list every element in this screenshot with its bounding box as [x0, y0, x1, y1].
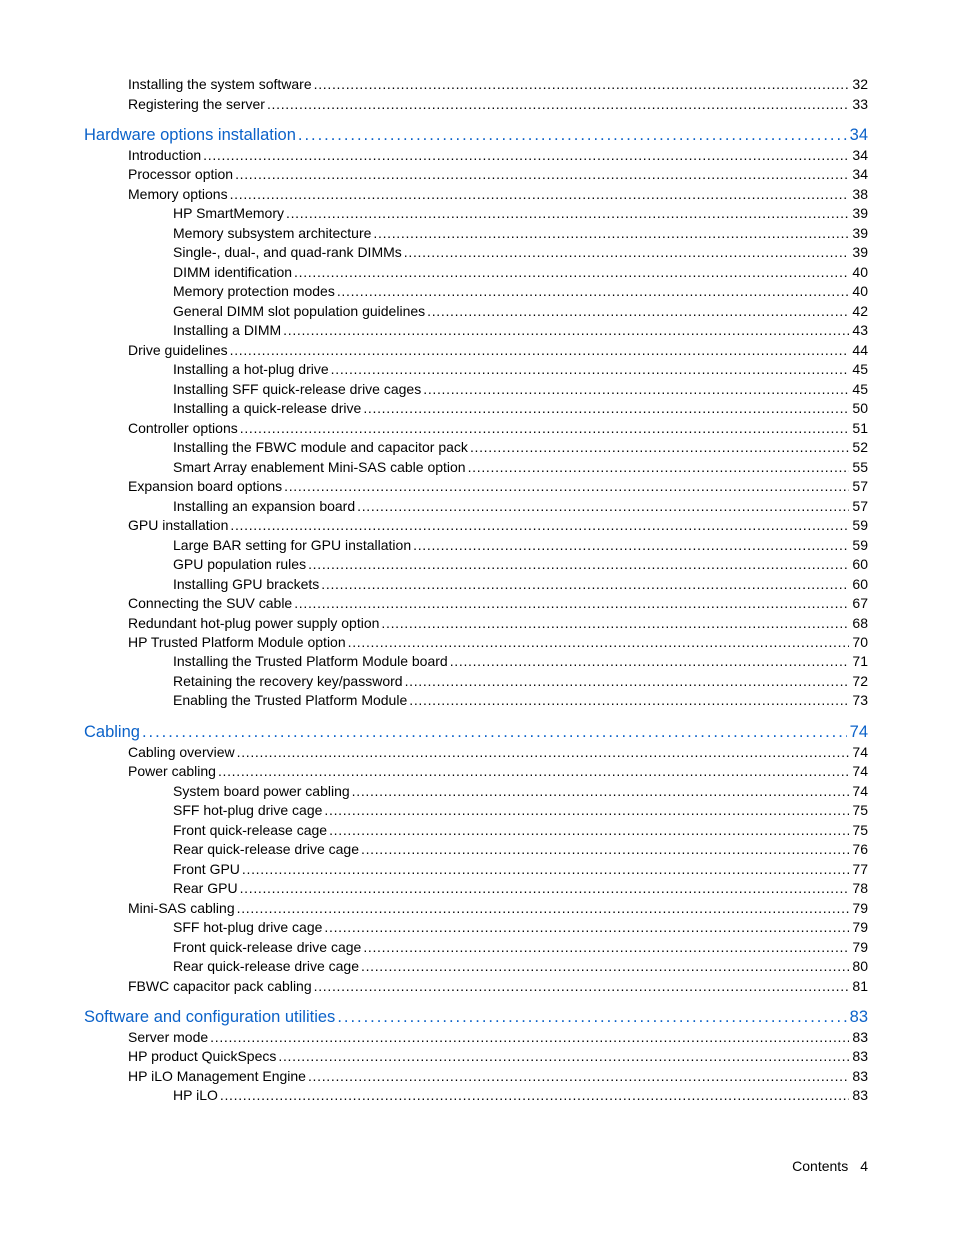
toc-entry-link[interactable] [173, 782, 868, 801]
toc-entry-title: Memory protection modes [173, 283, 335, 299]
dot-leader [210, 1028, 849, 1047]
toc-entry-title: Power cabling [128, 763, 216, 779]
toc-entry-title: Installing GPU brackets [173, 576, 320, 592]
toc-entry-link[interactable] [128, 594, 868, 613]
dot-leader [278, 1047, 849, 1066]
toc-entry-title: HP Trusted Platform Module option [128, 634, 346, 650]
dot-leader [308, 1067, 849, 1086]
dot-leader [423, 380, 849, 399]
toc-entry-link[interactable] [173, 652, 868, 671]
dot-leader [352, 782, 850, 801]
dot-leader [348, 633, 850, 652]
toc-entry-title: HP product QuickSpecs [128, 1048, 277, 1064]
toc-entry-link[interactable] [128, 633, 868, 652]
toc-page-number: 59 [852, 537, 868, 553]
toc-entry-link[interactable] [128, 146, 868, 165]
toc-entry-title: Controller options [128, 420, 238, 436]
dot-leader [237, 743, 850, 762]
toc-entry-title: Retaining the recovery key/password [173, 673, 403, 689]
toc-entry-link[interactable] [128, 419, 868, 438]
toc-entry-link[interactable] [173, 821, 868, 840]
dot-leader [468, 458, 850, 477]
dot-leader [361, 840, 849, 859]
toc-entry-link[interactable] [173, 282, 868, 301]
toc-page-number: 44 [852, 342, 868, 358]
toc-entry-title: System board power cabling [173, 783, 350, 799]
dot-leader [308, 555, 849, 574]
dot-leader [284, 477, 849, 496]
toc-entry-title: GPU installation [128, 517, 229, 533]
dot-leader [314, 75, 850, 94]
toc-entry-link[interactable] [173, 399, 868, 418]
toc-page-number: 39 [852, 225, 868, 241]
toc-page-number: 83 [852, 1048, 868, 1064]
dot-leader [324, 801, 849, 820]
dot-leader [230, 516, 849, 535]
dot-leader [286, 204, 849, 223]
toc-entry-title: GPU population rules [173, 556, 307, 572]
dot-leader [321, 575, 849, 594]
toc-entry-link[interactable] [173, 879, 868, 898]
dot-leader [331, 360, 850, 379]
toc-page-number: 83 [849, 1008, 868, 1026]
dot-leader [203, 146, 849, 165]
toc-entry-title: Installing the system software [128, 76, 312, 92]
toc-entry-link[interactable] [128, 762, 868, 781]
toc-entry-link[interactable] [128, 899, 868, 918]
toc-page-number: 79 [852, 919, 868, 935]
toc-entry-link[interactable] [173, 204, 868, 223]
toc-entry-link[interactable] [173, 555, 868, 574]
dot-leader [363, 399, 849, 418]
toc-entry-title: Drive guidelines [128, 342, 228, 358]
toc-entry-link[interactable] [173, 672, 868, 691]
toc-page-number: 68 [852, 615, 868, 631]
toc-page-number: 74 [852, 783, 868, 799]
toc-entry-title: Installing an expansion board [173, 498, 356, 514]
toc-entry-title: SFF hot-plug drive cage [173, 802, 323, 818]
toc-entry-link[interactable] [128, 1067, 868, 1086]
toc-entry-link[interactable] [128, 165, 868, 184]
toc-page-number: 45 [852, 361, 868, 377]
toc-entry-title: Installing a DIMM [173, 322, 282, 338]
toc-page-number: 83 [852, 1068, 868, 1084]
dot-leader [235, 165, 849, 184]
toc-page-number: 55 [852, 459, 868, 475]
dot-leader [237, 899, 850, 918]
toc-page-number: 59 [852, 517, 868, 533]
toc-entry-title: Mini-SAS cabling [128, 900, 235, 916]
toc-entry-title: HP iLO [173, 1087, 218, 1103]
toc-entry-link[interactable] [128, 1028, 868, 1047]
toc-entry-title: Rear GPU [173, 880, 238, 896]
dot-leader [413, 536, 849, 555]
toc-entry-title: Cabling overview [128, 744, 235, 760]
toc-page-number: 70 [852, 634, 868, 650]
toc-entry-link[interactable] [173, 575, 868, 594]
toc-page-number: 67 [852, 595, 868, 611]
toc-entry-title: Memory subsystem architecture [173, 225, 372, 241]
toc-entry-title: Installing SFF quick-release drive cages [173, 381, 422, 397]
dot-leader [405, 672, 850, 691]
dot-leader [283, 321, 849, 340]
dot-leader [361, 957, 849, 976]
toc-entry-link[interactable] [173, 957, 868, 976]
toc-page-number: 32 [852, 76, 868, 92]
toc-entry-title: Smart Array enablement Mini-SAS cable option [173, 459, 466, 475]
toc-entry-link[interactable] [128, 743, 868, 762]
dot-leader [363, 938, 849, 957]
toc-page-number: 52 [852, 439, 868, 455]
toc-entry-link[interactable] [128, 516, 868, 535]
footer-label: Contents [792, 1158, 849, 1174]
toc-entry-title: Software and configuration utilities [84, 1008, 336, 1026]
toc-entry-title: Registering the server [128, 96, 265, 112]
dot-leader [220, 1086, 850, 1105]
toc-entry-link[interactable] [128, 614, 868, 633]
toc-page-number: 51 [852, 420, 868, 436]
toc-page-number: 75 [852, 822, 868, 838]
toc-entry-link[interactable] [173, 691, 868, 710]
footer-page-number: 4 [860, 1158, 868, 1174]
dot-leader [337, 282, 850, 301]
dot-leader [324, 918, 849, 937]
toc-page-number: 60 [852, 576, 868, 592]
toc-page-number: 78 [852, 880, 868, 896]
toc-page-number: 34 [852, 147, 868, 163]
dot-leader [294, 594, 849, 613]
toc-entry-title: Front quick-release cage [173, 822, 328, 838]
toc-entry-link[interactable] [173, 263, 868, 282]
toc-page-number: 42 [852, 303, 868, 319]
toc-entry-title: Expansion board options [128, 478, 283, 494]
toc-page-number: 33 [852, 96, 868, 112]
dot-leader [240, 879, 850, 898]
toc-entry-link[interactable] [128, 1047, 868, 1066]
toc-entry-title: Front quick-release drive cage [173, 939, 362, 955]
toc-page-number: 81 [852, 978, 868, 994]
dot-leader [294, 263, 849, 282]
dot-leader [298, 124, 847, 146]
toc-page-number: 73 [852, 692, 868, 708]
toc-entry-title: Hardware options installation [84, 126, 296, 144]
toc-entry-link[interactable] [128, 341, 868, 360]
toc-page-number: 77 [852, 861, 868, 877]
toc-entry-title: Large BAR setting for GPU installation [173, 537, 412, 553]
toc-entry-title: General DIMM slot population guidelines [173, 303, 426, 319]
toc-page-number: 39 [852, 244, 868, 260]
dot-leader [218, 762, 849, 781]
toc-entry-link[interactable] [173, 1086, 868, 1105]
toc-entry-title: Front GPU [173, 861, 240, 877]
dot-leader [240, 419, 850, 438]
dot-leader [142, 721, 847, 743]
toc-entry-link[interactable] [173, 536, 868, 555]
toc-page-number: 79 [852, 900, 868, 916]
toc-entry-link[interactable] [173, 918, 868, 937]
toc-entry-link[interactable] [173, 380, 868, 399]
toc-entry-title: Introduction [128, 147, 202, 163]
toc-page-number: 60 [852, 556, 868, 572]
toc-page-number: 76 [852, 841, 868, 857]
toc-entry-title: HP SmartMemory [173, 205, 284, 221]
dot-leader [381, 614, 849, 633]
toc-page-number: 34 [849, 126, 868, 144]
toc-entry-link[interactable] [173, 360, 868, 379]
toc-entry-title: Server mode [128, 1029, 209, 1045]
dot-leader [427, 302, 849, 321]
toc-page-number: 83 [852, 1087, 868, 1103]
toc-entry-title: HP iLO Management Engine [128, 1068, 306, 1084]
toc-page-number: 74 [852, 744, 868, 760]
toc-page-number: 79 [852, 939, 868, 955]
toc-entry-title: DIMM identification [173, 264, 293, 280]
toc-entry-title: Cabling [84, 723, 140, 741]
toc-entry-title: Processor option [128, 166, 234, 182]
toc-entry-link[interactable] [128, 185, 868, 204]
toc-page-number: 34 [852, 166, 868, 182]
toc-entry-title: Memory options [128, 186, 228, 202]
toc-section-link[interactable] [84, 1006, 868, 1028]
toc-entry-link[interactable] [128, 477, 868, 496]
dot-leader [337, 1006, 846, 1028]
toc-entry-title: FBWC capacitor pack cabling [128, 978, 312, 994]
toc-entry-link[interactable] [173, 938, 868, 957]
toc-entry-title: Single-, dual-, and quad-rank DIMMs [173, 244, 402, 260]
toc-entry-link[interactable] [173, 801, 868, 820]
toc-entry-link[interactable] [173, 302, 868, 321]
toc-entry-title: Connecting the SUV cable [128, 595, 293, 611]
dot-leader [450, 652, 850, 671]
toc-entry-title: Redundant hot-plug power supply option [128, 615, 380, 631]
dot-leader [267, 95, 849, 114]
toc-entry-title: Rear quick-release drive cage [173, 958, 359, 974]
toc-page-number: 74 [849, 723, 868, 741]
dot-leader [242, 860, 850, 879]
toc-entry-link[interactable] [173, 321, 868, 340]
toc-entry-title: Installing a hot-plug drive [173, 361, 329, 377]
toc-page-number: 40 [852, 264, 868, 280]
dot-leader [470, 438, 849, 457]
toc-page-number: 50 [852, 400, 868, 416]
toc-page-number: 74 [852, 763, 868, 779]
toc-page-number: 83 [852, 1029, 868, 1045]
toc-entry-title: Installing a quick-release drive [173, 400, 362, 416]
dot-leader [357, 497, 849, 516]
toc-page-number: 45 [852, 381, 868, 397]
toc-page-number: 38 [852, 186, 868, 202]
toc-entry-link[interactable] [128, 75, 868, 94]
dot-leader [329, 821, 849, 840]
toc-section-link[interactable] [84, 721, 868, 743]
toc-entry-title: Installing the FBWC module and capacitor pack [173, 439, 468, 455]
dot-leader [230, 185, 850, 204]
toc-entry-title: Installing the Trusted Platform Module board [173, 653, 448, 669]
toc-entry-link[interactable] [173, 243, 868, 262]
toc-entry-link[interactable] [128, 977, 868, 996]
dot-leader [314, 977, 850, 996]
toc-section-link[interactable] [84, 124, 868, 146]
dot-leader [404, 243, 850, 262]
toc-page-number: 57 [852, 498, 868, 514]
page-footer [792, 1158, 868, 1174]
toc-page-number: 80 [852, 958, 868, 974]
toc-page-number: 39 [852, 205, 868, 221]
toc-entry-link[interactable] [173, 458, 868, 477]
toc-entry-link[interactable] [173, 497, 868, 516]
dot-leader [373, 224, 849, 243]
toc-entry-link[interactable] [173, 860, 868, 879]
toc-entry-title: Rear quick-release drive cage [173, 841, 359, 857]
toc-page-number: 71 [852, 653, 868, 669]
toc-page-number: 57 [852, 478, 868, 494]
toc-entry-title: Enabling the Trusted Platform Module [173, 692, 408, 708]
toc-entry-link[interactable] [173, 840, 868, 859]
dot-leader [230, 341, 850, 360]
toc-entry-link[interactable] [128, 95, 868, 114]
toc-page-number: 75 [852, 802, 868, 818]
toc-page-number: 40 [852, 283, 868, 299]
toc-entry-title: SFF hot-plug drive cage [173, 919, 323, 935]
dot-leader [409, 691, 849, 710]
toc-page-number: 43 [852, 322, 868, 338]
toc-entry-link[interactable] [173, 224, 868, 243]
toc-entry-link[interactable] [173, 438, 868, 457]
toc-page-number: 72 [852, 673, 868, 689]
